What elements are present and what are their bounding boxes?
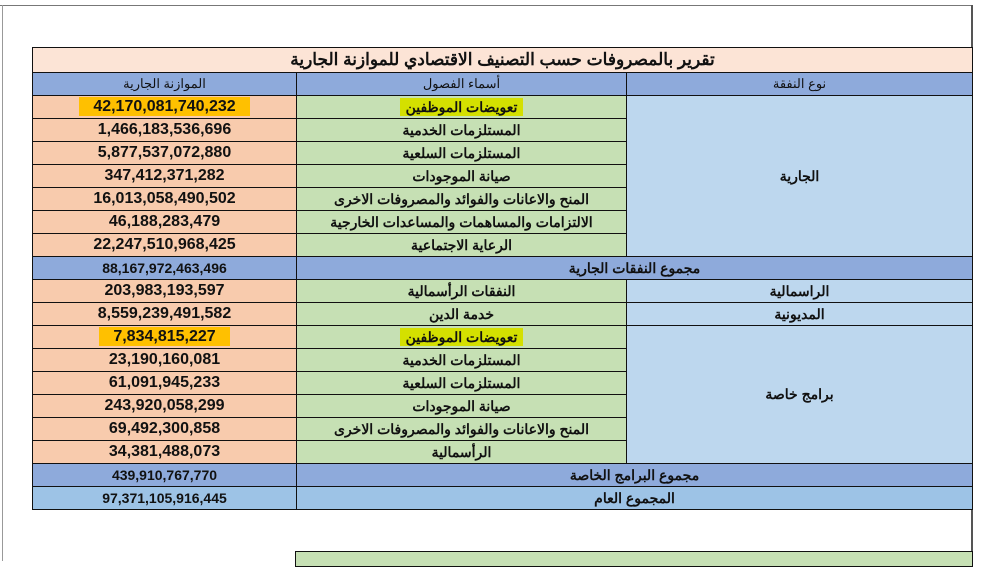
value-cell: 7,834,815,227	[99, 327, 229, 346]
value-cell: 23,190,160,081	[33, 349, 297, 372]
header-budget: الموازنة الجارية	[33, 73, 297, 96]
value-cell: 8,559,239,491,582	[33, 303, 297, 326]
chapter-cell: صيانة الموجودات	[297, 165, 627, 188]
current-total-label: مجموع النفقات الجارية	[297, 257, 973, 280]
value-cell: 46,188,283,479	[33, 211, 297, 234]
chapter-cell: الرأسمالية	[297, 441, 627, 464]
table-row	[33, 303, 973, 326]
report-title: تقرير بالمصروفات حسب التصنيف الاقتصادي للموازنة الجارية	[33, 48, 973, 73]
chapter-cell: الرعاية الاجتماعية	[297, 234, 627, 257]
next-table-title-cropped	[295, 551, 973, 567]
chapter-cell: المستلزمات السلعية	[297, 142, 627, 165]
value-cell: 203,983,193,597	[33, 280, 297, 303]
value-cell: 42,170,081,740,232	[79, 97, 249, 116]
chapter-cell: صيانة الموجودات	[297, 395, 627, 418]
type-cell: برامج خاصة	[627, 326, 973, 464]
type-cell: الراسمالية	[627, 280, 973, 303]
value-cell: 69,492,300,858	[33, 418, 297, 441]
header-type: نوع النفقة	[627, 73, 973, 96]
current-total-row	[33, 257, 973, 280]
value-cell: 61,091,945,233	[33, 372, 297, 395]
title-row	[33, 48, 973, 73]
value-cell: 34,381,488,073	[33, 441, 297, 464]
value-cell: 243,920,058,299	[33, 395, 297, 418]
chapter-cell: تعويضات الموظفين	[400, 98, 524, 116]
value-cell: 16,013,058,490,502	[33, 188, 297, 211]
chapter-cell: المنح والاعانات والفوائد والمصروفات الاخرى	[297, 188, 627, 211]
chapter-cell: تعويضات الموظفين	[400, 328, 524, 346]
header-chapters: أسماء الفصول	[297, 73, 627, 96]
chapter-cell: المستلزمات الخدمية	[297, 349, 627, 372]
table-row	[33, 326, 973, 349]
chapter-cell: المنح والاعانات والفوائد والمصروفات الاخرى	[297, 418, 627, 441]
expenditure-report-table	[32, 47, 973, 510]
special-total-value: 439,910,767,770	[33, 464, 297, 487]
header-row	[33, 73, 973, 96]
value-cell: 22,247,510,968,425	[33, 234, 297, 257]
special-total-label: مجموع البرامج الخاصة	[297, 464, 973, 487]
table-row	[33, 96, 973, 119]
current-total-value: 88,167,972,463,496	[33, 257, 297, 280]
special-total-row	[33, 464, 973, 487]
value-cell: 347,412,371,282	[33, 165, 297, 188]
chapter-cell: الالتزامات والمساهمات والمساعدات الخارجية	[297, 211, 627, 234]
chapter-cell: النفقات الرأسمالية	[297, 280, 627, 303]
type-cell: المديونية	[627, 303, 973, 326]
value-cell: 1,466,183,536,696	[33, 119, 297, 142]
chapter-cell: خدمة الدين	[297, 303, 627, 326]
type-cell: الجارية	[627, 96, 973, 257]
page-top-edge	[0, 5, 972, 6]
grand-total-value: 97,371,105,916,445	[33, 487, 297, 510]
chapter-cell: المستلزمات الخدمية	[297, 119, 627, 142]
chapter-cell: المستلزمات السلعية	[297, 372, 627, 395]
value-cell: 5,877,537,072,880	[33, 142, 297, 165]
page-left-edge	[2, 5, 3, 561]
table-row	[33, 280, 973, 303]
grand-total-row	[33, 487, 973, 510]
grand-total-label: المجموع العام	[297, 487, 973, 510]
